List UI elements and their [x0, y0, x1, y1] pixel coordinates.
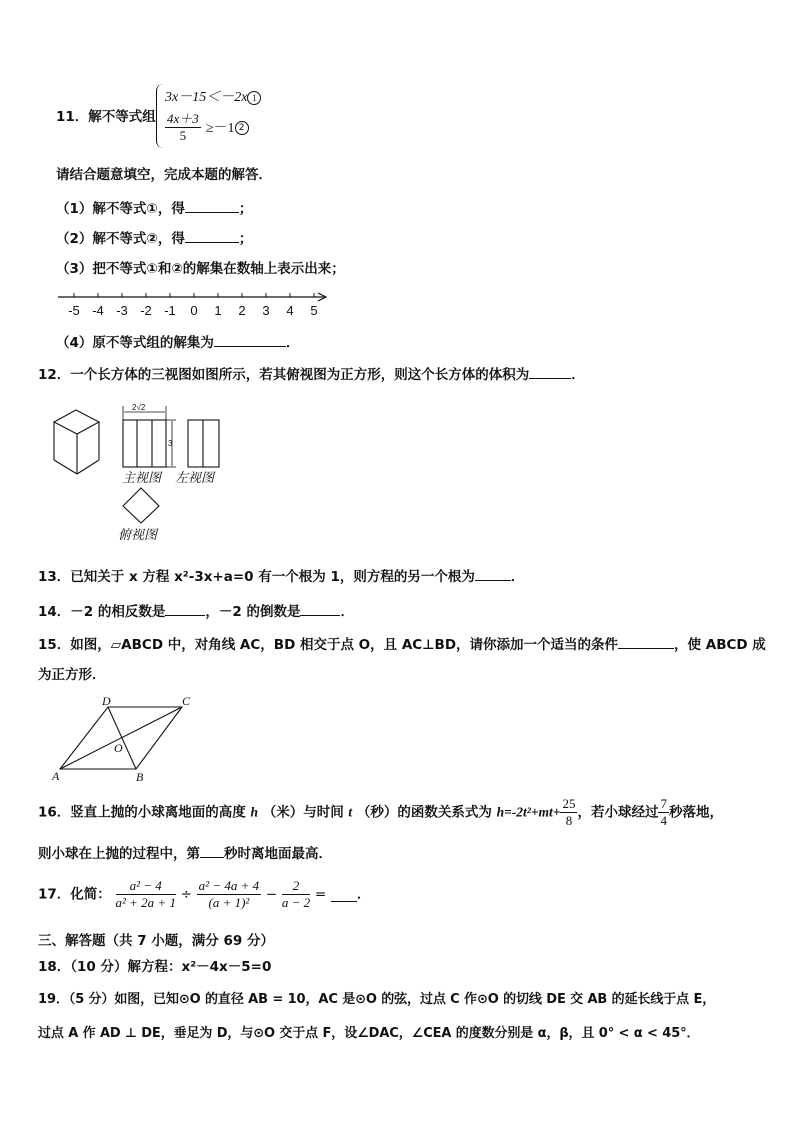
answer-blank[interactable] [331, 887, 357, 902]
q19-line1: 19．（5 分）如图，已知⊙O 的直径 AB = 10，AC 是⊙O 的弦，过点 C 作⊙O 的切线 DE 交 AB 的延长线于点 E， [38, 992, 716, 1007]
answer-blank[interactable] [200, 843, 224, 858]
q15-line2: 为正方形． [38, 667, 106, 683]
q11-part1: （1）解不等式①，得 ； [56, 198, 252, 219]
q13-text: 13．已知关于 x 方程 x²-3x+a=0 有一个根为 1，则方程的另一个根为 ． [38, 566, 524, 587]
number-line [52, 288, 342, 322]
number-line-label: 0 [190, 303, 198, 318]
q18-text: 18．（10 分）解方程：x²－4x－5=0 [38, 959, 272, 975]
number-line-label: -4 [92, 303, 104, 318]
q19-line2: 过点 A 作 AD ⊥ DE，垂足为 D，与⊙O 交于点 F，设∠DAC，∠CEA 的度数分别是 α，β，且 0° < α < 45°． [38, 1026, 700, 1041]
number-line-label: 3 [262, 303, 270, 318]
dim-width-label: 2√2 [132, 403, 146, 412]
number-line-label: -3 [116, 303, 128, 318]
q11-brace [156, 84, 163, 148]
label-left-view: 左视图 [175, 470, 215, 485]
answer-blank[interactable] [618, 634, 674, 649]
answer-blank[interactable] [475, 566, 511, 581]
vertex-label-B: B [136, 770, 144, 784]
q16-line1: 16．竖直上抛的小球离地面的高度 h （米）与时间 t （秒）的函数关系式为 h=-2t²+mt+ $\frac{25}{8}$ ，若小球经过 $\frac{7}{4}$ 秒落地， [38, 796, 723, 828]
left-view [188, 420, 219, 467]
number-line-label: 5 [310, 303, 318, 318]
q15-line1: 15．如图，▱ABCD 中，对角线 AC，BD 相交于点 O，且 AC⊥BD，请你添加一个适当的条件 ，使 ABCD 成 [38, 634, 766, 655]
q11-inequality-2: $\frac{4x+3}{5}$ ≥－1 2 [165, 111, 249, 144]
dim-height-label: 3 [168, 439, 173, 448]
answer-blank[interactable] [300, 601, 340, 616]
number-line-label: -5 [68, 303, 80, 318]
parallelogram-figure [46, 694, 206, 786]
number-line-label: -2 [140, 303, 152, 318]
vertex-label-C: C [182, 694, 191, 708]
q12-text: 12．一个长方体的三视图如图所示，若其俯视图为正方形，则这个长方体的体积为 ． [38, 364, 585, 385]
number-line-label: 1 [214, 303, 222, 318]
label-top-view: 俯视图 [118, 527, 158, 542]
q11-inequality-1: 3x－15＜－2x 1 [165, 86, 261, 106]
number-line-label: 4 [286, 303, 294, 318]
label-front-view: 主视图 [122, 470, 162, 485]
cuboid-sketch [54, 410, 99, 474]
answer-blank[interactable] [185, 228, 239, 243]
answer-blank[interactable] [165, 601, 205, 616]
q17-expression: 17．化简： $\frac{\text{a² − 4}}{\text{a² + 2a + 1}}$ ÷ $\frac{\text{a² − 4a + 4}}{\text{(a + 1)²}}$ − $\frac{2}{a - 2}$ = ． [38, 878, 371, 910]
q11-part3: （3）把不等式①和②的解集在数轴上表示出来； [56, 261, 345, 277]
q11-lead: 11．解不等式组 [56, 109, 156, 125]
q14-text: 14．－2 的相反数是 ，－2 的倒数是 ． [38, 601, 354, 622]
q16-line2: 则小球在上抛的过程中，第 秒时离地面最高． [38, 843, 332, 864]
front-view [123, 406, 176, 467]
q11-part4: （4）原不等式组的解集为 ． [56, 332, 299, 353]
vertex-label-O: O [114, 741, 123, 755]
answer-blank[interactable] [214, 332, 286, 347]
section-heading: 三、解答题（共 7 小题，满分 69 分） [38, 933, 274, 949]
top-view [123, 488, 159, 523]
number-line-label: -1 [164, 303, 176, 318]
vertex-label-D: D [102, 694, 111, 708]
number-line-label: 2 [238, 303, 246, 318]
three-view-figure [44, 396, 244, 546]
q11-part2: （2）解不等式②，得 ； [56, 228, 252, 249]
vertex-label-A: A [52, 769, 60, 783]
answer-blank[interactable] [185, 198, 239, 213]
answer-blank[interactable] [529, 364, 571, 379]
q11-instruction: 请结合题意填空，完成本题的解答． [56, 167, 272, 183]
